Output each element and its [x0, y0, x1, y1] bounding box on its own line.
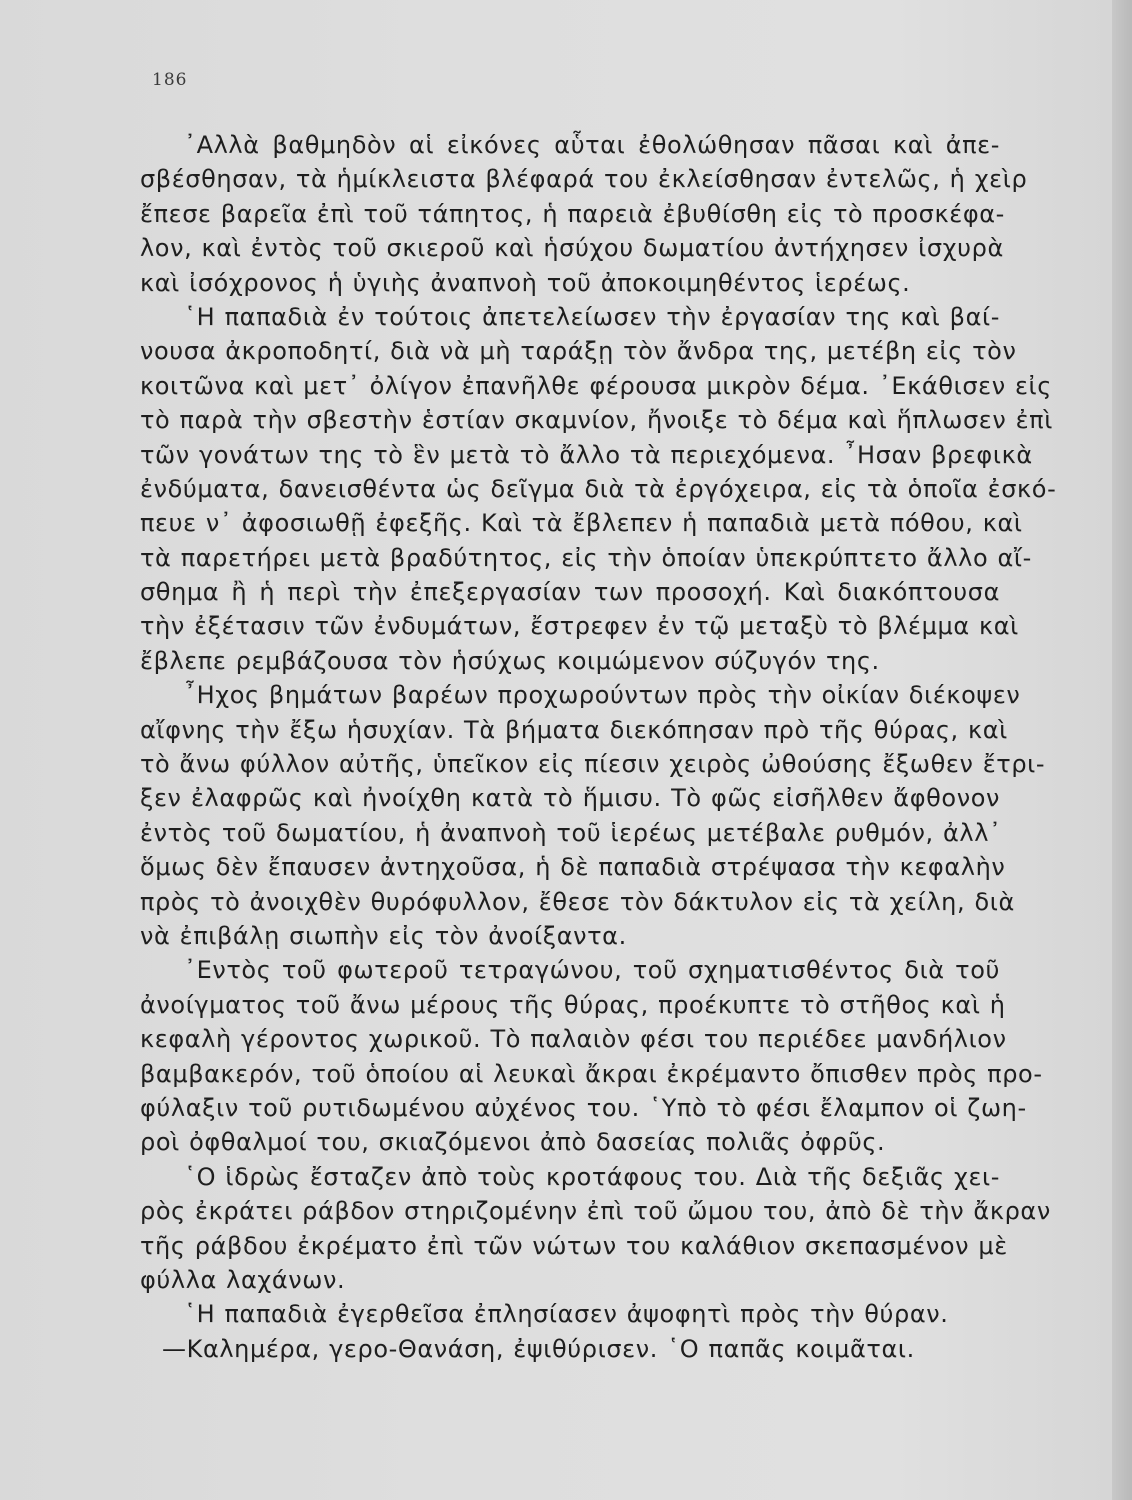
text-line: ῾Η παπαδιὰ ἐν τούτοις ἀπετελείωσεν τὴν ἐργασίαν της καὶ βαί- — [184, 302, 1000, 331]
text-line: ῏Ηχος βημάτων βαρέων προχωρούντων πρὸς τὴν οἰκίαν διέκοψεν — [184, 681, 1021, 710]
body-text — [140, 128, 1057, 1366]
text-line: ᾿Εντὸς τοῦ φωτεροῦ τετραγώνου, τοῦ σχηματισθέντος διὰ τοῦ — [184, 956, 1000, 985]
text-line: λον, καὶ ἐντὸς τοῦ σκιεροῦ καὶ ἡσύχου δωματίου ἀντήχησεν ἰσχυρὰ — [140, 234, 1004, 263]
text-line: ξεν ἐλαφρῶς καὶ ἠνοίχθη κατὰ τὸ ἥμισυ. Τὸ φῶς εἰσῆλθεν ἄφθονον — [140, 784, 1000, 813]
text-line: ἔβλεπε ρεμβάζουσα τὸν ἡσύχως κοιμώμενον σύζυγόν της. — [140, 646, 880, 675]
text-line: αἴφνης τὴν ἔξω ἡσυχίαν. Τὰ βήματα διεκόπησαν πρὸ τῆς θύρας, καὶ — [140, 715, 1008, 744]
text-line: ῾Ο ἱδρὼς ἔσταζεν ἀπὸ τοὺς κροτάφους του. Διὰ τῆς δεξιᾶς χει- — [184, 1162, 1000, 1191]
text-line: πρὸς τὸ ἀνοιχθὲν θυρόφυλλον, ἔθεσε τὸν δάκτυλον εἰς τὰ χείλη, διὰ — [140, 887, 1015, 916]
text-line: ῾Η παπαδιὰ ἐγερθεῖσα ἐπλησίασεν ἀψοφητὶ πρὸς τὴν θύραν. — [184, 1300, 949, 1329]
text-line: ἐντὸς τοῦ δωματίου, ἡ ἀναπνοὴ τοῦ ἱερέως μετέβαλε ρυθμόν, ἀλλ᾿ — [140, 818, 1002, 847]
text-line: καὶ ἰσόχρονος ἡ ὑγιὴς ἀναπνοὴ τοῦ ἀποκοιμηθέντος ἱερέως. — [140, 268, 911, 297]
text-line: ρὸς ἐκράτει ράβδον στηριζομένην ἐπὶ τοῦ ὤμου του, ἀπὸ δὲ τὴν ἄκραν — [140, 1197, 1051, 1226]
text-line: φύλαξιν τοῦ ρυτιδωμένου αὐχένος του. ῾Υπὸ τὸ φέσι ἔλαμπον οἱ ζωη- — [140, 1093, 1027, 1122]
text-line: ἀνοίγματος τοῦ ἄνω μέρους τῆς θύρας, προέκυπτε τὸ στῆθος καὶ ἡ — [140, 990, 1006, 1019]
text-line: σβέσθησαν, τὰ ἡμίκλειστα βλέφαρά του ἐκλείσθησαν ἐντελῶς, ἡ χεὶρ — [140, 165, 1028, 194]
text-line: τὸ ἄνω φύλλον αὐτῆς, ὑπεῖκον εἰς πίεσιν χειρὸς ὠθούσης ἔξωθεν ἔτρι- — [140, 750, 1046, 779]
dialogue-line: —Καλημέρα, γερο-Θανάση, ἐψιθύρισεν. ῾Ο παπᾶς κοιμᾶται. — [162, 1334, 915, 1363]
text-line: ἐνδύματα, δανεισθέντα ὡς δεῖγμα διὰ τὰ ἐργόχειρα, εἰς τὰ ὁποῖα ἐσκό- — [140, 474, 1057, 503]
text-line: σθημα ἢ ἡ περὶ τὴν ἐπεξεργασίαν των προσοχή. Καὶ διακόπτουσα — [140, 578, 1000, 607]
text-line: κοιτῶνα καὶ μετ᾿ ὀλίγον ἐπανῆλθε φέρουσα μικρὸν δέμα. ᾿Εκάθισεν εἰς — [140, 371, 1052, 400]
text-line: κεφαλὴ γέροντος χωρικοῦ. Τὸ παλαιὸν φέσι του περιέδεε μανδήλιον — [140, 1025, 1007, 1054]
text-line: τὸ παρὰ τὴν σβεστὴν ἑστίαν σκαμνίον, ἤνοιξε τὸ δέμα καὶ ἥπλωσεν ἐπὶ — [140, 406, 1053, 435]
text-line: τῶν γονάτων της τὸ ἓν μετὰ τὸ ἄλλο τὰ περιεχόμενα. ῏Ησαν βρεφικὰ — [140, 440, 1033, 469]
text-line: τῆς ράβδου ἐκρέματο ἐπὶ τῶν νώτων του καλάθιον σκεπασμένον μὲ — [140, 1231, 1008, 1260]
page-number: 186 — [152, 70, 188, 90]
text-line: πευε ν᾿ ἀφοσιωθῇ ἐφεξῆς. Καὶ τὰ ἔβλεπεν ἡ παπαδιὰ μετὰ πόθου, καὶ — [140, 509, 1023, 538]
text-line: βαμβακερόν, τοῦ ὁποίου αἱ λευκαὶ ἄκραι ἐκρέμαντο ὄπισθεν πρὸς προ- — [140, 1059, 1043, 1088]
text-line: φύλλα λαχάνων. — [140, 1265, 346, 1294]
text-line: τὰ παρετήρει μετὰ βραδύτητος, εἰς τὴν ὁποίαν ὑπεκρύπτετο ἄλλο αἴ- — [140, 543, 1032, 572]
text-line: ἔπεσε βαρεῖα ἐπὶ τοῦ τάπητος, ἡ παρειὰ ἐβυθίσθη εἰς τὸ προσκέφα- — [140, 199, 1005, 228]
text-line: ροὶ ὀφθαλμοί του, σκιαζόμενοι ἀπὸ δασείας πολιᾶς ὀφρῦς. — [140, 1128, 886, 1157]
text-line: ὅμως δὲν ἔπαυσεν ἀντηχοῦσα, ἡ δὲ παπαδιὰ στρέψασα τὴν κεφαλὴν — [140, 853, 1006, 882]
text-line: τὴν ἐξέτασιν τῶν ἐνδυμάτων, ἔστρεφεν ἐν τῷ μεταξὺ τὸ βλέμμα καὶ — [140, 612, 1019, 641]
text-line: νουσα ἀκροποδητί, διὰ νὰ μὴ ταράξῃ τὸν ἄνδρα της, μετέβη εἰς τὸν — [140, 337, 1017, 366]
text-line: νὰ ἐπιβάλῃ σιωπὴν εἰς τὸν ἀνοίξαντα. — [140, 921, 627, 950]
page-edge — [1112, 0, 1132, 1500]
text-line: ᾿Αλλὰ βαθμηδὸν αἱ εἰκόνες αὗται ἐθολώθησαν πᾶσαι καὶ ἀπε- — [184, 131, 1000, 159]
